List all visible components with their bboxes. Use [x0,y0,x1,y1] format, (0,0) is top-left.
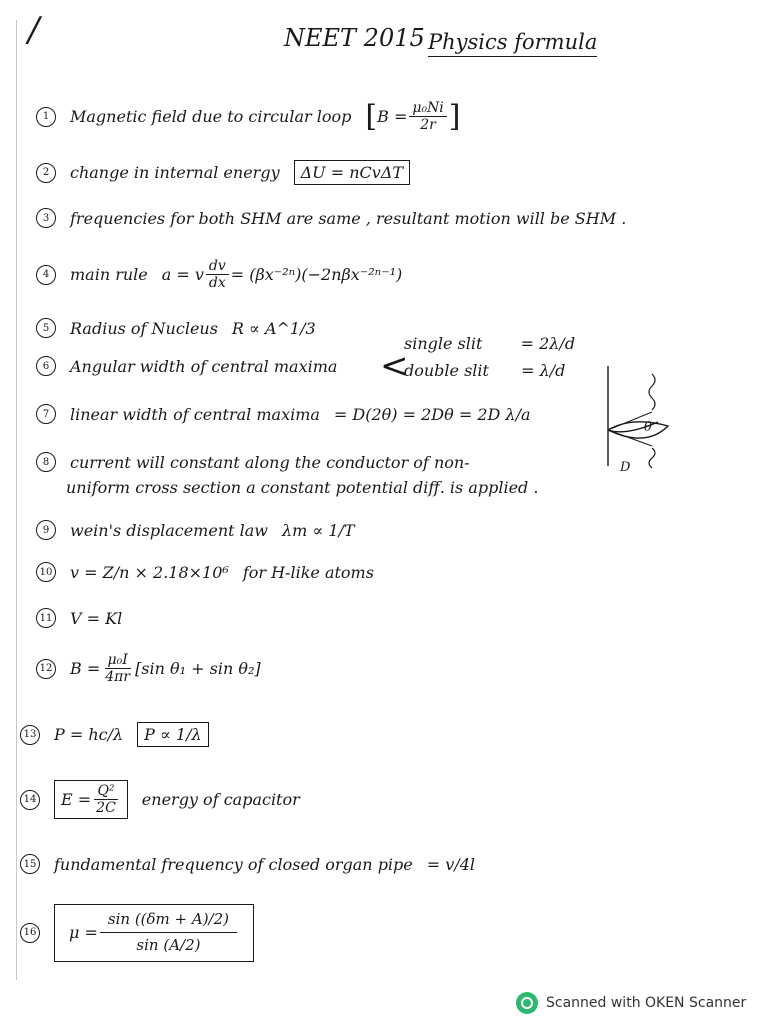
formula-lhs: a = v [161,265,204,285]
item-text: linear width of central maxima [70,404,320,424]
formula-fraction: $\frac{\text{μ₀I}}{4\pi r}$ [105,652,131,686]
item-number: 13 [20,725,40,745]
formula-item-14 [20,780,300,819]
item-text: change in internal energy [70,163,280,182]
formula-item-9 [36,520,355,540]
item-text: Angular width of central maxima [70,356,338,376]
formula-item-12 [36,652,261,685]
slit-cases [404,334,575,380]
item-text: Radius of Nucleus [70,318,218,338]
item-number: 2 [36,163,56,183]
item-text-line-2: uniform cross section a constant potential diff. is applied . [66,478,539,497]
formula-lhs: B = [377,107,408,127]
formula-item-13 [20,722,209,747]
formula-lhs: B = [70,659,101,679]
oken-logo-icon [516,992,538,1014]
item-formula: = D(2θ) = 2Dθ = 2D λ/a [333,404,531,424]
item-number: 16 [20,923,40,943]
formula-item-1: 1 Magnetic field due to circular loop [ B = $\frac{\text{μ₀Ni}}{2r}$ ] [36,100,461,133]
item-number: 6 [36,356,56,376]
item-formula: V = Kl [70,608,123,628]
formula-item-16 [20,904,254,962]
figure-theta-label: θ [644,420,652,435]
formula-item-6 [36,356,337,376]
formula-lhs: μ = [69,923,98,943]
item-formula: = v/4l [426,854,475,874]
formula-rhs: [sin θ₁ + sin θ₂] [135,659,261,679]
item-formula: λm ∝ 1/T [282,520,355,540]
item-number: 8 [36,452,56,472]
scanner-text: Scanned with OKEN Scanner [546,995,747,1011]
item-number: 1 [36,107,56,127]
formula-fraction: $\frac{\text{Q²}}{2C}$ [96,783,116,817]
formula-fraction: $\frac{\sin ((\delta m + A)/2)}{\sin (A/2)}$ [100,911,237,955]
formula-item-15 [20,854,475,874]
item-number: 10 [36,562,56,582]
formula-rhs: = (βx⁻²ⁿ)(−2nβx⁻²ⁿ⁻¹) [230,265,403,285]
item-number: 7 [36,404,56,424]
margin-slash-mark: / [28,10,40,50]
boxed-formula [54,780,128,819]
item-text-line-1: current will constant along the conductor of non- [70,452,470,472]
formula-lhs: E = [61,790,92,810]
item-text: for H-like atoms [242,562,374,582]
single-slit-value: = 2λ/d [520,334,576,353]
double-slit-label: double slit [404,361,489,380]
item-number: 15 [20,854,40,874]
formula-item-5 [36,318,316,338]
formula-item-2 [36,160,410,185]
formula-item-4 [36,258,402,291]
figure-d-label: D [620,460,631,475]
item-number: 12 [36,659,56,679]
diffraction-figure-icon [596,366,670,470]
item-text: fundamental frequency of closed organ pipe [54,854,413,874]
scanner-watermark [516,992,746,1014]
item-number: 5 [36,318,56,338]
boxed-formula: ΔU = nCvΔT [294,160,410,185]
item-number: 4 [36,265,56,285]
item-formula: P = hc/λ [54,725,124,744]
formula-item-8 [36,452,538,497]
boxed-formula: P ∝ 1/λ [137,722,208,747]
formula-item-3 [36,208,626,228]
boxed-formula [54,904,254,962]
item-formula: R ∝ A^1/3 [231,318,316,338]
item-formula: v = Z/n × 2.18×10⁶ [70,562,229,582]
single-slit-label: single slit [404,334,483,353]
formula-fraction: $\frac{\text{μ₀Ni}}{2r}$ [409,100,446,133]
split-brace: < [380,346,409,386]
formula-item-10 [36,562,374,582]
item-number: 11 [36,608,56,628]
item-text: frequencies for both SHM are same , resultant motion will be SHM . [70,208,627,228]
item-text: main rule [70,265,148,285]
formula-fraction: $\frac{dv}{dx}$ [206,258,229,291]
item-text: Magnetic field due to circular loop [70,107,352,127]
item-number: 14 [20,790,40,810]
item-text: wein's displacement law [70,520,268,540]
margin-line [16,20,17,980]
item-text: energy of capacitor [141,790,300,810]
page-title: NEET 2015 [284,24,425,52]
page-subtitle: Physics formula [428,30,597,57]
double-slit-value: = λ/d [521,361,566,380]
formula-item-7 [36,404,531,424]
item-number: 3 [36,208,56,228]
formula-item-11 [36,608,122,628]
item-number: 9 [36,520,56,540]
